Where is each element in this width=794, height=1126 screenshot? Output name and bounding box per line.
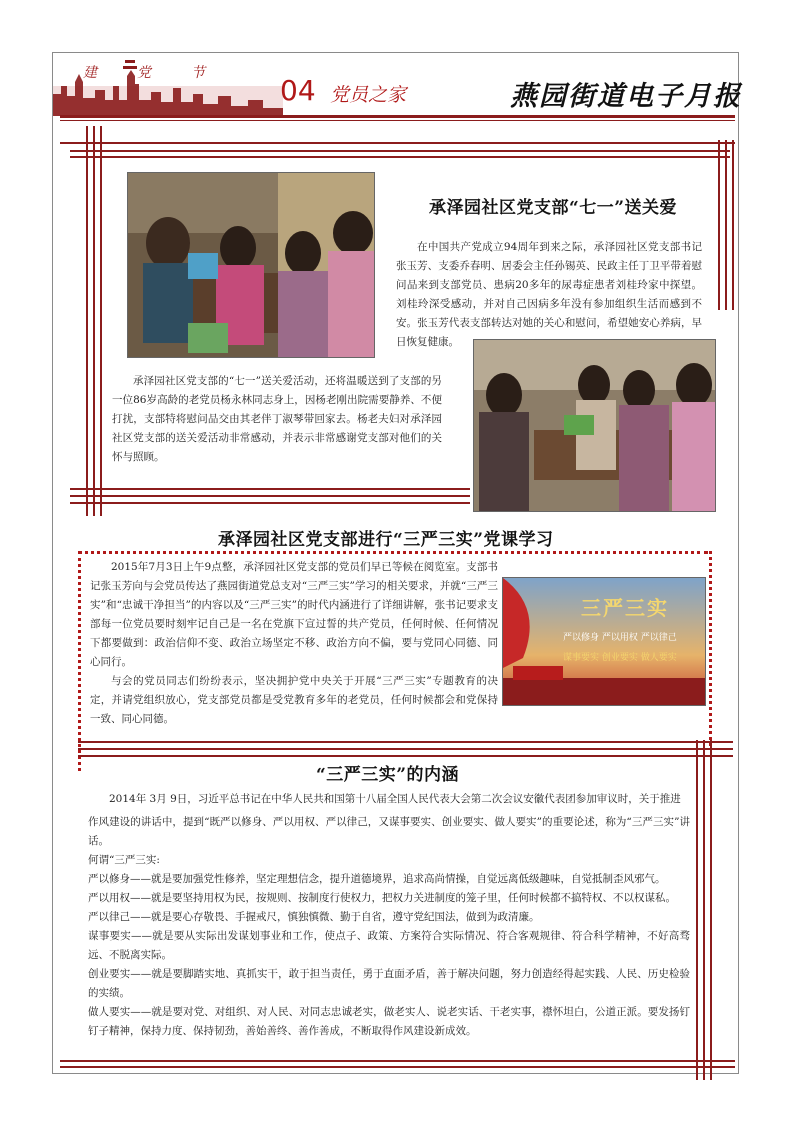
article1-para2 [112,372,442,467]
frame2-bottom-3 [78,755,733,757]
frame1-top-3 [70,156,730,158]
header-rule-2 [60,120,735,121]
frame1-top-1 [60,142,735,144]
issue-number: 04 [280,74,316,107]
article1-title: 承泽园社区党支部“七一”送关爱 [429,198,678,218]
frame2-bottom-2 [78,748,733,750]
frame1-left-1 [86,126,88,516]
article3-item: 严以律己——就是要心存敬畏、手握戒尺，慎独慎微、勤于自省，遵守党纪国法，做到为政清廉。 [88,911,540,923]
article3-item: 严以修身——就是要加强党性修养，坚定理想信念，提升道德境界，追求高尚情操，自觉远离低级趣味，自觉抵制歪风邪气。 [88,873,666,885]
article3-title: “三严三实”的内涵 [316,765,460,785]
poster-title: 三严三实 [581,596,669,620]
frame1-bottom-2 [70,495,470,497]
article3-item: 严以用权——就是要坚持用权为民，按规则、按制度行使权力，把权力关进制度的笼子里，任何时候都不搞特权、不以权谋私。 [88,892,676,904]
frame2-right-3 [710,740,712,1080]
frame1-bottom-3 [70,502,470,504]
dotted-left [78,551,81,771]
poster-line2: 谋事要实 创业要实 做人要实 [563,653,677,663]
frame1-right-1 [718,140,720,310]
article2-para2-text: 与会的党员同志们纷纷表示，坚决拥护党中央关于开展“三严三实”专题教育的决定，并请党组织放心，党支部党员都是受党教育多年的老党员，任何时候都会和党保持一致、同心同德。 [90,675,498,725]
poster-line1: 严以修身 严以用权 严以律己 [563,633,677,643]
frame1-left-3 [100,126,102,516]
dotted-top [78,551,708,554]
article3-body [88,790,690,1041]
article2-title: 承泽园社区党支部进行“三严三实”党课学习 [218,530,554,550]
article1-para1-text: 在中国共产党成立94周年到来之际，承泽园社区党支部书记张玉芳、支委乔春明、居委会主任孙锡英、民政主任丁卫平带着慰问品来到支部党员、患病20多年的尿毒症患者刘桂玲家中探望。刘桂玲深受感动，并对自己因病多年没有参加组织生活而感到不安。张玉芳代表支部转达对她的关心和慰问，希望她安心养病，早日恢复健康。 [396,241,702,348]
article3-what: 何谓“三严三实: [88,854,160,866]
header-rule [60,115,735,118]
article3-intro-a: 2014年 3月 9日，习近平总书记在中华人民共和国第十八届全国人民代表大会第二次会议安徽代表团参加审议时，关于推进 [109,793,681,805]
footer-rule-2 [60,1066,735,1068]
article2-para1-text: 2015年7月3日上午9点整，承泽园社区党支部的党员们早已等候在阅览室。支部书记张玉芳向与会党员传达了燕园街道党总支对“三严三实”学习的相关要求，并就“三严三实”和“忠诚干净担当”的内容以及“三严三实”的时代内涵进行了详细讲解，张书记要求支部每一位党员要时刻牢记自己是一名在党旗下宣过誓的共产党员，任何时候、任何情况下都要做到：政治信仰不变、政治立场坚定不移、政治方向不偏，要与党同心同德、同心同行。 [90,561,498,668]
article3-item: 谋事要实——就是要从实际出发谋划事业和工作，使点子、政策、方案符合实际情况、符合客观规律、符合科学精神，不好高骛远、不脱离实际。 [88,930,690,961]
frame2-right-1 [696,740,698,1080]
banner-chars: 建党节 [83,65,245,81]
dotted-right [709,551,712,746]
frame1-right-3 [732,140,734,310]
footer-rule-1 [60,1060,735,1062]
photo-visit-1 [127,172,375,358]
frame1-right-2 [725,140,727,310]
frame2-bottom-1 [78,741,733,743]
article3-item: 做人要实——就是要对党、对组织、对人民、对同志忠诚老实，做老实人、说老实话、干老实事，襟怀坦白，公道正派。要发扬钉钉子精神，保持力度、保持韧劲，善始善终、善作善成，不断取得作风建设新成效。 [88,1006,690,1037]
photo-visit-2 [473,339,716,512]
section-name: 党员之家 [330,84,407,106]
masthead-title: 燕园街道电子月报 [510,81,742,112]
article1-para2-text: 承泽园社区党支部的“七一”送关爱活动，还将温暖送到了支部的另一位86岁高龄的老党员杨永林同志身上，因杨老刚出院需要静养、不便打扰，支部特将慰问品交由其老伴丁淑琴带回家去。杨老夫妇对承泽园社区党支部的送关爱活动非常感动，并表示非常感谢党支部对他们的关怀与照顾。 [112,375,442,463]
article3-item: 创业要实——就是要脚踏实地、真抓实干，敢于担当责任，勇于直面矛盾，善于解决问题，努力创造经得起实践、人民、历史检验的实绩。 [88,968,690,999]
header-banner [53,56,283,116]
frame1-top-2 [70,150,730,152]
article2-body [90,558,498,729]
article3-intro-b: 作风建设的讲话中，提到“既严以修身、严以用权、严以律己，又谋事要实、创业要实、做人要实”的重要论述，称为“三严三实”讲话。 [88,816,690,847]
frame1-bottom-1 [70,488,470,490]
frame1-left-2 [93,126,95,516]
article1-para1 [396,238,702,352]
frame2-right-2 [703,740,705,1080]
sanyan-sanshi-poster [502,577,706,706]
